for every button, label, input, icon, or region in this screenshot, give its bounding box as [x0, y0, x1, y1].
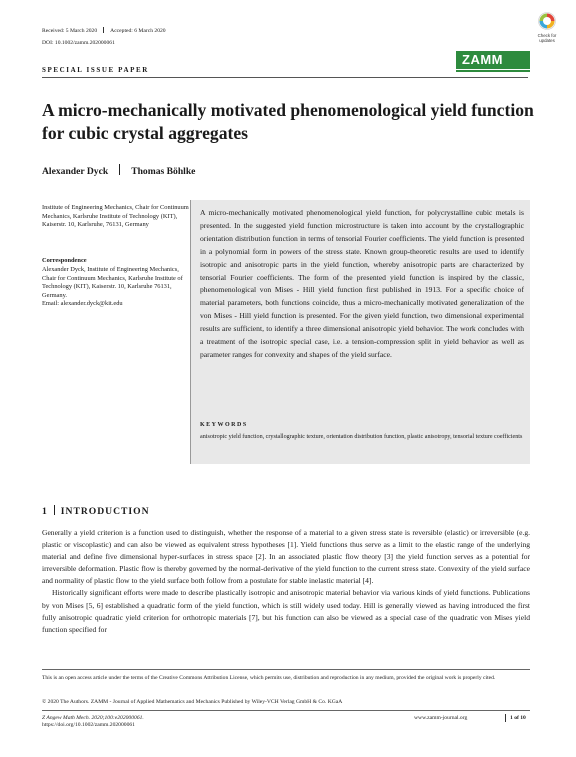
journal-doi-link[interactable]: https://doi.org/10.1002/zamm.202000061	[42, 722, 135, 729]
footer-rule	[42, 669, 530, 670]
crossmark-label: Check for updates	[537, 33, 557, 43]
correspondence-email[interactable]: Email: alexander.dyck@kit.edu	[42, 300, 123, 308]
abstract-rule	[190, 200, 191, 464]
article-title: A micro-mechanically motivated phenomenological yield function for cubic crystal aggregates	[42, 100, 534, 143]
license-notice: This is an open access article under the terms of the Creative Commons Attribution License, which permits use, distribution and reproduction in any medium, provided the original work is properly cited.	[42, 675, 496, 681]
divider	[103, 27, 104, 33]
affiliation: Institute of Engineering Mechanics, Chair for Continuum Mechanics, Karlsruhe Institute of Technology (KIT), Kaiserstr. 10, Karlsruhe, 76131, Germany	[42, 204, 189, 229]
copyright-notice: © 2020 The Authors. ZAMM - Journal of Applied Mathematics and Mechanics Published by Wiley-VCH Verlag GmbH & Co. KGaA	[42, 699, 343, 705]
accepted-date: Accepted: 6 March 2020	[110, 28, 166, 34]
correspondence	[42, 266, 190, 309]
divider	[505, 714, 506, 722]
crossmark-badge[interactable]	[532, 11, 562, 49]
article-dates	[42, 27, 166, 34]
journal-citation: Z Angew Math Mech. 2020;100:e202000061.	[42, 715, 144, 721]
page-number: 1 of 10	[510, 715, 526, 721]
section-number: 1	[42, 506, 48, 517]
author-name[interactable]: Alexander Dyck	[42, 166, 109, 177]
author-name[interactable]: Thomas Böhlke	[131, 166, 196, 177]
divider	[119, 164, 120, 175]
journal-logo	[456, 51, 530, 73]
body-text	[42, 527, 530, 636]
crossmark-icon	[532, 11, 562, 33]
keywords: anisotropic yield function, crystallographic texture, orientation distribution function, plastic anisotropy, tensorial texture coefficients	[200, 434, 523, 440]
journal-logo-underline	[456, 70, 530, 72]
paragraph: Generally a yield criterion is a function used to distinguish, whether the response of a material to a given stress state is reversible (elastic) or irreversible (e.g. plastic or viscoplastic) and can also be viewed as equivalent stress hypotheses [1]. Yield functions thus serve as a limit to the elastic range of the underlying material and define five dimensional hyper-surfaces in stress space [2]. In an associated plastic flow theory [3] the yield function serves as a potential for irreversible deformation. Plastic flow is thereby governed by the normal-derivative of the yield function to the current stress state. Convexity of the yield surface and normality of plastic flow to the yield surface both follow from a postulate for stable inelastic material [4].	[42, 528, 530, 586]
journal-website[interactable]: www.zamm-journal.org	[414, 715, 468, 721]
author-list	[42, 164, 195, 177]
section-tag: SPECIAL ISSUE PAPER	[42, 66, 149, 74]
section-title: INTRODUCTION	[60, 506, 150, 517]
doi[interactable]: DOI: 10.1002/zamm.202000061	[42, 40, 115, 46]
keywords-heading: KEYWORDS	[200, 422, 248, 428]
journal-logo-text: ZAMM	[456, 51, 530, 69]
correspondence-heading: Correspondence	[42, 257, 87, 264]
journal-reference	[42, 715, 144, 730]
paragraph: Historically significant efforts were made to describe plastically isotropic and anisotropic material behavior via various kinds of yield functions. Publications by von Mises [5, 6] established a quadratic form of the yield function, which is still widely used today. Hill is generally viewed as having introduced the first fully anisotropic quadratic yield criterion for orthotropic materials [7], but his function can also be viewed as a special case of the quadratic von Mises yield function specified for	[42, 588, 530, 634]
divider	[54, 505, 55, 515]
footer-rule	[42, 710, 530, 711]
abstract-text: A micro-mechanically motivated phenomenological yield function, for polycrystalline cubic metals is presented. In the suggested yield function microstructure is taken into account by the crystallographic orientation distribution function in terms of tensorial Fourier coefficients. The yield function is presented in a polynomial form in powers of the stress state. Known group-theoretic results are used to identify isotropic and anisotropic parts in the yield function, whereby anisotropic parts are characterized by tensorial Fourier coefficients. The form of the presented yield function is inspired by the classic, phenomenological von Mises - Hill yield function first published in 1913. For a specific choice of material parameters, both functions coincide, thus a micro-mechanically motivated generalization of the von Mises - Hill yield function is presented. For the given yield function, two dimensional experimental results are sufficient, to identify a three dimensional anisotropic yield behavior. The work concludes with a treatment of the isotropic special case, i.e. a tension-compression split in yield behavior as well as parameter ranges for convexity and shapes of the yield surface.	[200, 208, 524, 359]
section-heading	[42, 505, 150, 517]
correspondence-address: Alexander Dyck, Institute of Engineering Mechanics, Chair for Continuum Mechanics, Karlsruhe Institute of Technology (KIT), Kaiserstr. 10, Karlsruhe 76131, Germany.	[42, 266, 183, 299]
header-rule	[42, 77, 528, 78]
received-date: Received: 5 March 2020	[42, 28, 98, 34]
